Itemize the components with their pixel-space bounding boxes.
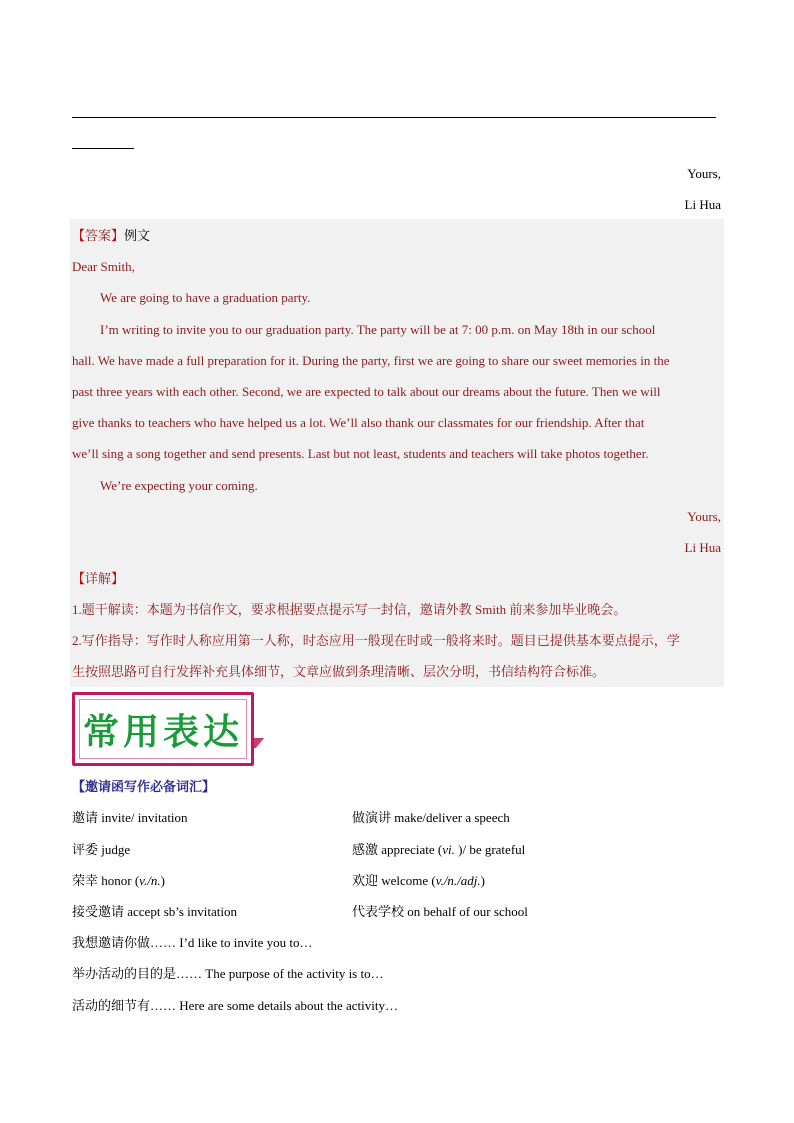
vocab-row-2-left: 评委 judge [72,842,131,857]
para-1: We are going to have a graduation party. [100,290,311,305]
vocab-row-4-right: 代表学校 on behalf of our school [352,904,528,919]
answer-line-short [72,148,134,149]
vocab-row-3-right-a: 欢迎 welcome ( [352,873,436,888]
signature: Li Hua [684,197,721,212]
detail-label-open: 【 [72,571,86,586]
vocab-row-3-right-i: v./n./adj. [435,873,481,888]
badge-text: 常用表达 [79,699,247,759]
vocab-row-1-right: 做演讲 make/deliver a speech [352,810,510,825]
vocab-row-3-right-b: ) [480,873,485,888]
salutation: Dear Smith, [72,259,135,274]
answer-label-close: 】 [111,228,125,243]
vocab-row-2-right [352,843,525,856]
answer-label-open: 【 [72,228,86,243]
vocab-title: 【邀请函写作必备词汇】 [72,779,216,794]
answer-label-after: 例文 [124,228,151,243]
para-2-line-4: give thanks to teachers who have helped us a lot. We’ll also thank our classmates for our friendship. After that [72,415,645,430]
para-2-line-3: past three years with each other. Second, we are expected to talk about our dreams about the future. Then we will [72,384,661,399]
answer-label-text: 答案 [85,228,112,243]
para-2-line-5: we’ll sing a song together and send presents. Last but not least, students and teachers will take photos together. [72,446,649,461]
detail-item-2-line-2: 生按照思路可自行发挥补充具体细节，文章应做到条理清晰、层次分明，书信结构符合标准。 [72,664,606,679]
answer-signature: Li Hua [684,540,721,555]
detail-item-1: 1.题干解读：本题为书信作文，要求根据要点提示写一封信，邀请外教 Smith 前来参加毕业晚会。 [72,602,627,617]
vocab-row-3-left-i: v./n. [139,873,161,888]
vocab-row-1-left: 邀请 invite/ invitation [72,810,188,825]
vocab-row-4-left: 接受邀请 accept sb’s invitation [72,904,238,919]
closing: Yours, [687,166,721,181]
vocab-row-3-left-a: 荣幸 honor ( [72,873,140,888]
para-2-line-1: I’m writing to invite you to our graduation party. The party will be at 7: 00 p.m. on May 18th in our school [100,322,656,337]
answer-closing: Yours, [687,509,721,524]
vocab-row-3-left-b: ) [160,873,165,888]
answer-line-long [72,117,716,118]
phrase-1: 我想邀请你做…… I’d like to invite you to… [72,935,313,950]
answer-label [72,229,150,242]
vocab-row-3-left [72,874,165,887]
detail-item-2-line-1: 2.写作指导：写作时人称应用第一人称，时态应用一般现在时或一般将来时。题目已提供基本要点提示，学 [72,633,680,648]
detail-label-close: 】 [111,571,125,586]
phrase-2: 举办活动的目的是…… The purpose of the activity is to… [72,966,384,981]
para-3: We’re expecting your coming. [100,478,258,493]
detail-label [72,572,124,585]
vocab-row-2-right-i: vi. [442,842,455,857]
vocab-row-2-right-a: 感激 appreciate ( [352,842,443,857]
badge-frame [72,692,254,766]
vocab-row-2-right-b: )/ be grateful [454,842,526,857]
detail-label-text: 详解 [85,571,112,586]
vocab-row-3-right [352,874,485,887]
para-2-line-2: hall. We have made a full preparation for it. During the party, first we are going to share our sweet memories in the [72,353,670,368]
phrase-3: 活动的细节有…… Here are some details about the activity… [72,998,399,1013]
